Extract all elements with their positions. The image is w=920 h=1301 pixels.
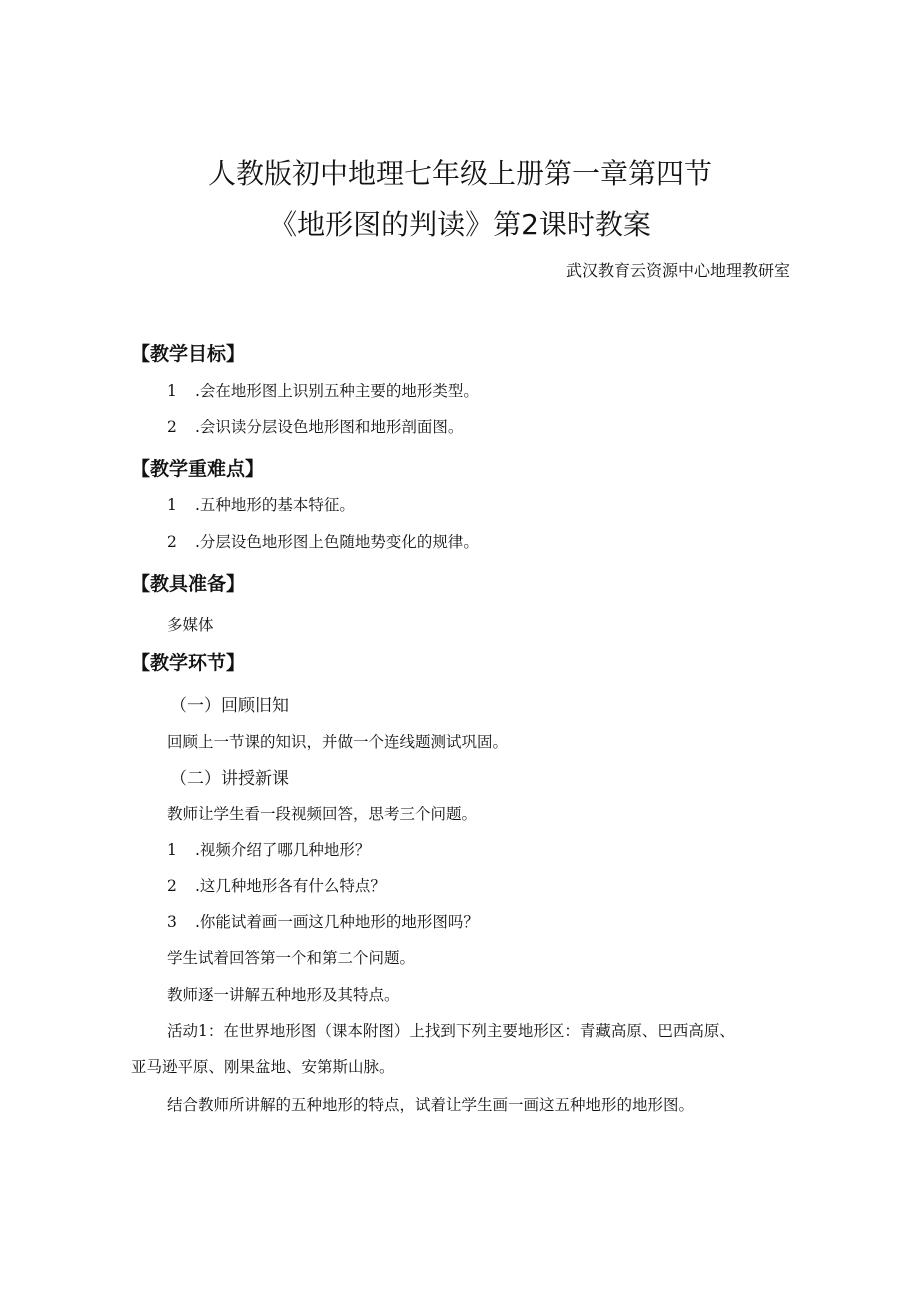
key-point-item — [167, 530, 479, 552]
question-item — [167, 838, 370, 860]
item-text: .这几种地形各有什么特点？ — [195, 877, 386, 895]
teacher-explain-text: 教师逐一讲解五种地形及其特点。 — [167, 986, 400, 1004]
question-item — [167, 874, 386, 896]
author-affiliation: 武汉教育云资源中心地理教研室 — [565, 261, 790, 280]
item-number: 2 — [167, 533, 177, 551]
document-title-line1: 人教版初中地理七年级上册第一章第四节 — [207, 157, 712, 190]
review-text: 回顾上一节课的知识，并做一个连线题测试巩固。 — [167, 733, 509, 751]
item-text: .视频介绍了哪几种地形？ — [195, 841, 371, 859]
section-heading-materials: 【教具准备】 — [131, 573, 246, 595]
objective-item — [167, 379, 479, 401]
materials-text: 多媒体 — [167, 616, 214, 634]
item-text: .会在地形图上识别五种主要的地形类型。 — [195, 382, 479, 400]
item-number: 1 — [167, 382, 177, 400]
question-item — [167, 910, 479, 932]
objective-item — [167, 415, 463, 437]
item-number: 1 — [167, 496, 177, 514]
student-answer-text: 学生试着回答第一个和第二个问题。 — [167, 949, 416, 967]
activity-text-line2: 亚马逊平原、刚果盆地、安第斯山脉。 — [131, 1058, 395, 1076]
item-text: .分层设色地形图上色随地势变化的规律。 — [195, 533, 479, 551]
item-text: .会识读分层设色地形图和地形剖面图。 — [195, 418, 464, 436]
new-lesson-intro: 教师让学生看一段视频回答，思考三个问题。 — [167, 805, 478, 823]
section-heading-objectives: 【教学目标】 — [131, 343, 246, 365]
item-text: .你能试着画一画这几种地形的地形图吗？ — [195, 913, 479, 931]
section-heading-process: 【教学环节】 — [131, 652, 246, 674]
key-point-item — [167, 493, 355, 515]
conclusion-text: 结合教师所讲解的五种地形的特点，试着让学生画一画这五种地形的地形图。 — [167, 1096, 695, 1114]
activity-text-line1: 活动1：在世界地形图（课本附图）上找到下列主要地形区：青藏高原、巴西高原、 — [167, 1022, 735, 1040]
subsection-title-new-lesson: （二）讲授新课 — [170, 769, 289, 789]
document-title-line2: 《地形图的判读》第2课时教案 — [269, 208, 651, 241]
item-number: 3 — [167, 913, 177, 931]
item-text: .五种地形的基本特征。 — [195, 496, 355, 514]
item-number: 1 — [167, 841, 177, 859]
subsection-title-review: （一）回顾旧知 — [170, 696, 289, 716]
section-heading-key-points: 【教学重难点】 — [131, 458, 265, 480]
item-number: 2 — [167, 418, 177, 436]
item-number: 2 — [167, 877, 177, 895]
